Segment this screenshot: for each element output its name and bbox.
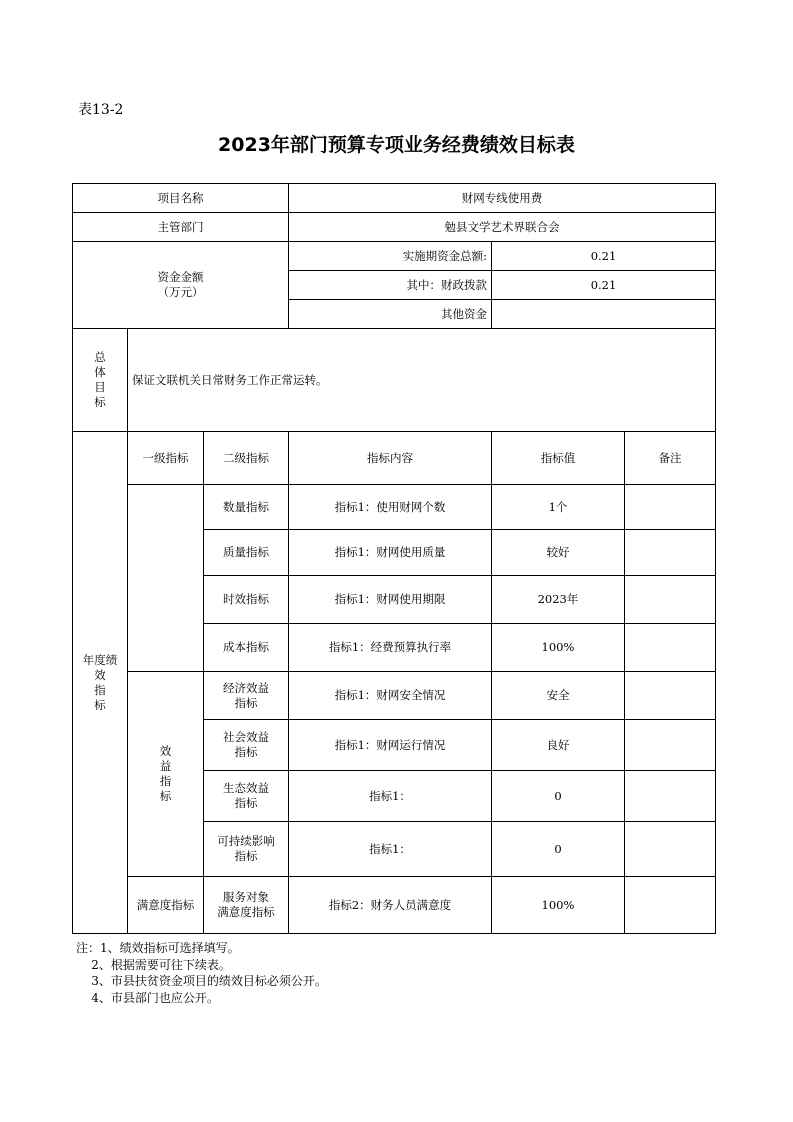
performance-table xyxy=(72,183,716,934)
row-value: 100% xyxy=(492,624,625,672)
annual-indicators-label: 年度绩 效 指 标 xyxy=(73,432,128,934)
row-remark xyxy=(625,624,716,672)
row-content: 指标1：财网运行情况 xyxy=(289,720,492,771)
benefit-level1-label: 效 益 指 标 xyxy=(128,672,204,877)
department-value: 勉县文学艺术界联合会 xyxy=(289,213,716,242)
row-remark xyxy=(625,485,716,530)
funds-label xyxy=(73,242,289,329)
row-content: 指标1： xyxy=(289,771,492,822)
row-level2: 可持续影响 指标 xyxy=(204,822,289,877)
row-level2: 社会效益 指标 xyxy=(204,720,289,771)
funds-label-line1: 资金金额 xyxy=(157,270,204,284)
row-level2: 数量指标 xyxy=(204,485,289,530)
row-value: 1个 xyxy=(492,485,625,530)
row-content: 指标1：财网使用期限 xyxy=(289,576,492,624)
row-remark xyxy=(625,672,716,720)
row-remark xyxy=(625,530,716,576)
header-level2: 二级指标 xyxy=(204,432,289,485)
row-level2: 生态效益 指标 xyxy=(204,771,289,822)
project-name-label: 项目名称 xyxy=(73,184,289,213)
row-value: 0 xyxy=(492,822,625,877)
row-remark xyxy=(625,576,716,624)
row-level2: 质量指标 xyxy=(204,530,289,576)
row-level2: 服务对象 满意度指标 xyxy=(204,877,289,934)
funds-fiscal-label: 其中：财政拨款 xyxy=(289,271,492,300)
row-value: 良好 xyxy=(492,720,625,771)
row-remark xyxy=(625,877,716,934)
header-value: 指标值 xyxy=(492,432,625,485)
project-name-value: 财网专线使用费 xyxy=(289,184,716,213)
overall-goal-text: 保证文联机关日常财务工作正常运转。 xyxy=(128,329,716,432)
row-remark xyxy=(625,822,716,877)
table-row xyxy=(73,877,716,934)
funds-fiscal-value: 0.21 xyxy=(492,271,716,300)
row-content: 指标2：财务人员满意度 xyxy=(289,877,492,934)
row-level2: 成本指标 xyxy=(204,624,289,672)
funds-total-label: 实施期资金总额: xyxy=(289,242,492,271)
row-value: 100% xyxy=(492,877,625,934)
row-content: 指标1：财网安全情况 xyxy=(289,672,492,720)
row-value: 安全 xyxy=(492,672,625,720)
note-line: 注：1、绩效指标可选择填写。 xyxy=(76,941,240,955)
row-level2: 时效指标 xyxy=(204,576,289,624)
funds-other-label: 其他资金 xyxy=(289,300,492,329)
note-line: 2、根据需要可往下续表。 xyxy=(76,957,231,972)
row-value: 较好 xyxy=(492,530,625,576)
header-content: 指标内容 xyxy=(289,432,492,485)
row-content: 指标1： xyxy=(289,822,492,877)
table-row xyxy=(73,672,716,720)
table-id: 表13-2 xyxy=(78,102,124,118)
note-line: 3、市县扶贫资金项目的绩效目标必须公开。 xyxy=(76,974,327,988)
row-content: 指标1：财网使用质量 xyxy=(289,530,492,576)
satisfaction-level1-label: 满意度指标 xyxy=(128,877,204,934)
funds-other-value xyxy=(492,300,716,329)
note-line: 4、市县部门也应公开。 xyxy=(76,990,219,1005)
department-label: 主管部门 xyxy=(73,213,289,242)
row-level2: 经济效益 指标 xyxy=(204,672,289,720)
header-level1: 一级指标 xyxy=(128,432,204,485)
notes xyxy=(76,940,327,1006)
row-remark xyxy=(625,720,716,771)
table-row xyxy=(73,485,716,530)
row-content: 指标1：使用财网个数 xyxy=(289,485,492,530)
row-value: 2023年 xyxy=(492,576,625,624)
page-title: 2023年部门预算专项业务经费绩效目标表 xyxy=(218,134,575,156)
row-value: 0 xyxy=(492,771,625,822)
overall-goal-label: 总 体 目 标 xyxy=(73,329,128,432)
row-remark xyxy=(625,771,716,822)
row-content: 指标1：经费预算执行率 xyxy=(289,624,492,672)
output-level1-blank xyxy=(128,485,204,672)
funds-total-value: 0.21 xyxy=(492,242,716,271)
header-remark: 备注 xyxy=(625,432,716,485)
funds-label-line2: （万元） xyxy=(157,285,204,299)
